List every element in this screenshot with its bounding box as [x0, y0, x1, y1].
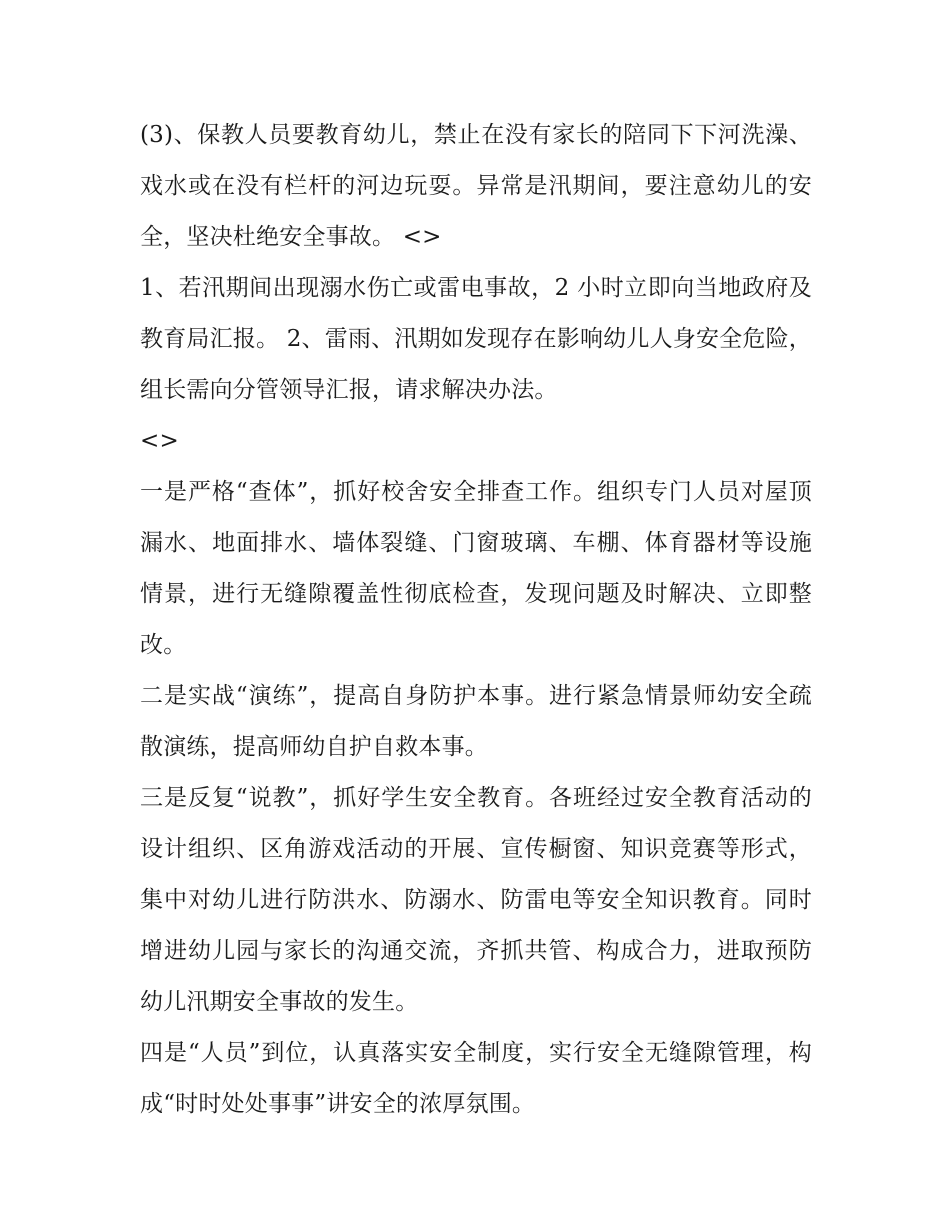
paragraph-flood-education: (3)、保教人员要教育幼儿，禁止在没有家长的陪同下下河洗澡、戏水或在没有栏杆的河边玩耍。异常是汛期间，要注意幼儿的安全，坚决杜绝安全事故。 <> [140, 122, 812, 250]
paragraph-building-inspection: 一是严格“查体”，抓好校舍安全排查工作。组织专门人员对屋顶漏水、地面排水、墙体裂缝、门窗玻璃、车棚、体育器材等设施情景，进行无缝隙覆盖性彻底检查，发现问题及时解决、立即整改。 [140, 479, 812, 658]
paragraph-separator: <> [140, 428, 179, 454]
paragraph-evacuation-drill: 二是实战“演练”，提高自身防护本事。进行紧急情景师幼安全疏散演练，提高师幼自护自救本事。 [140, 683, 812, 760]
document-body [140, 110, 812, 1130]
paragraph-safety-education: 三是反复“说教”，抓好学生安全教育。各班经过安全教育活动的设计组织、区角游戏活动的开展、宣传橱窗、知识竞赛等形式，集中对幼儿进行防洪水、防溺水、防雷电等安全知识教育。同时增进幼儿园与家长的沟通交流，齐抓共管、构成合力，进取预防幼儿汛期安全事故的发生。 [140, 785, 812, 1015]
paragraph-staff-management: 四是“人员”到位，认真落实安全制度，实行安全无缝隙管理，构成“时时处处事事”讲安全的浓厚氛围。 [140, 1040, 812, 1117]
paragraph-accident-reporting: 1、若汛期间出现溺水伤亡或雷电事故，2 小时立即向当地政府及教育局汇报。 2、雷雨、汛期如发现存在影响幼儿人身安全危险，组长需向分管领导汇报，请求解决办法。 [140, 275, 812, 403]
